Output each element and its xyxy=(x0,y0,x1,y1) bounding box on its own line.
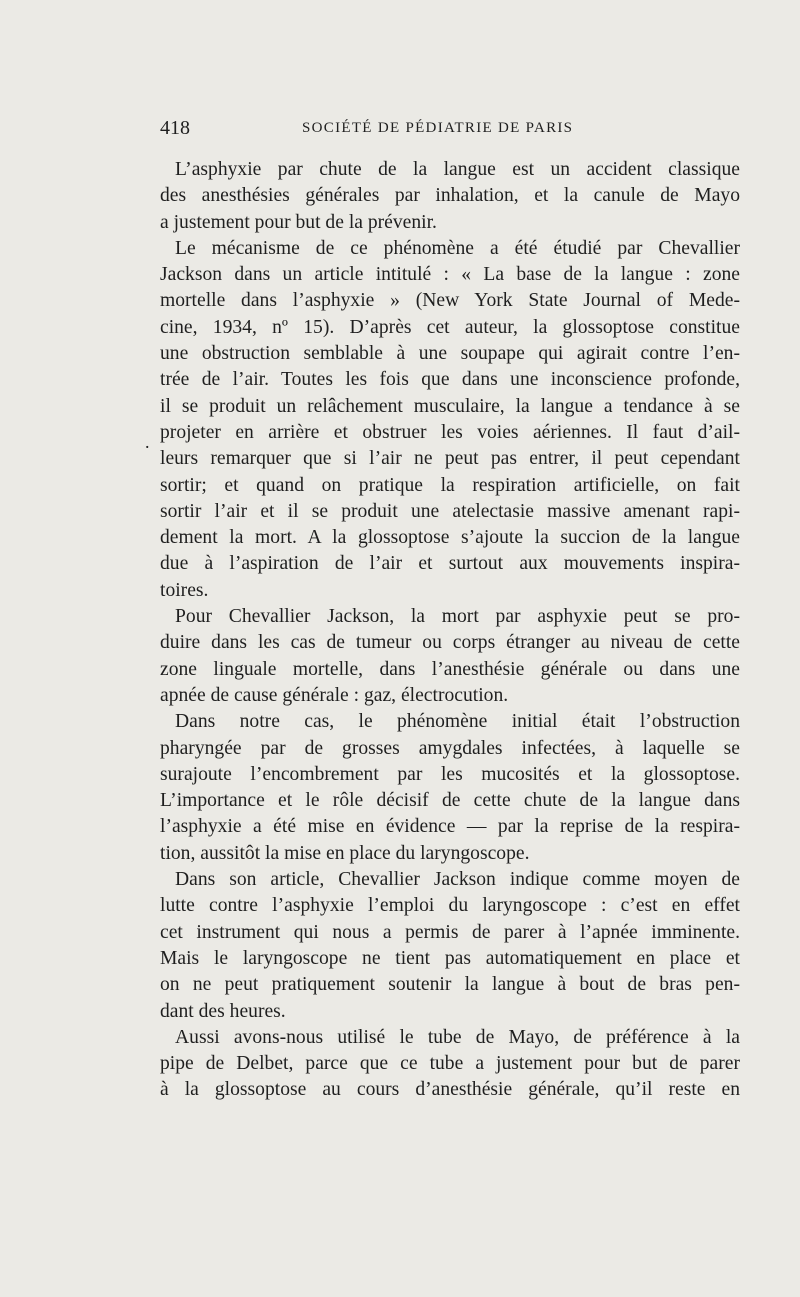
running-title: SOCIÉTÉ DE PÉDIATRIE DE PARIS xyxy=(302,120,574,136)
text-line: L’importance et le rôle décisif de cette chute de la langue dans xyxy=(160,790,740,812)
page-number: 418 xyxy=(160,117,190,139)
text-line: Dans notre cas, le phénomène initial était l’obstruction xyxy=(175,711,740,733)
text-line: Dans son article, Chevallier Jackson indique comme moyen de xyxy=(175,869,740,891)
page-header xyxy=(160,117,740,147)
text-line: dement la mort. A la glossoptose s’ajoute la succion de la langue xyxy=(160,527,740,549)
text-line: des anesthésies générales par inhalation, et la canule de Mayo xyxy=(160,185,740,207)
stray-mark: . xyxy=(145,432,150,452)
text-line: trée de l’air. Toutes les fois que dans une inconscience profonde, xyxy=(160,369,740,391)
text-line: leurs remarquer que si l’air ne peut pas entrer, il peut cependant xyxy=(160,448,740,470)
text-line: à la glossoptose au cours d’anesthésie générale, qu’il reste en xyxy=(160,1079,740,1101)
text-line: due à l’aspiration de l’air et surtout aux mouvements inspira- xyxy=(160,553,740,575)
text-line: sortir; et quand on pratique la respiration artificielle, on fait xyxy=(160,474,740,496)
text-line: tion, aussitôt la mise en place du laryngoscope. xyxy=(160,842,530,864)
text-line: zone linguale mortelle, dans l’anesthésie générale ou dans une xyxy=(160,658,740,680)
text-line: projeter en arrière et obstruer les voies aériennes. Il faut d’ail- xyxy=(160,421,740,443)
text-line: toires. xyxy=(160,579,209,601)
text-line: sortir l’air et il se produit une atelectasie massive amenant rapi- xyxy=(160,500,740,522)
text-line: cine, 1934, nº 15). D’après cet auteur, la glossoptose constitue xyxy=(160,316,740,338)
text-line: a justement pour but de la prévenir. xyxy=(160,211,437,233)
text-line: L’asphyxie par chute de la langue est un accident classique xyxy=(175,159,740,180)
text-line: duire dans les cas de tumeur ou corps étranger au niveau de cette xyxy=(160,632,740,654)
text-line: Mais le laryngoscope ne tient pas automatiquement en place et xyxy=(160,947,740,969)
text-line: Le mécanisme de ce phénomène a été étudié par Chevallier xyxy=(175,237,740,259)
text-line: dant des heures. xyxy=(160,1000,286,1022)
text-line: Jackson dans un article intitulé : « La base de la langue : zone xyxy=(160,264,740,286)
text-line: Aussi avons-nous utilisé le tube de Mayo, de préférence à la xyxy=(175,1026,740,1048)
text-line: surajoute l’encombrement par les mucosités et la glossoptose. xyxy=(160,763,740,785)
text-line: lutte contre l’asphyxie l’emploi du laryngoscope : c’est en effet xyxy=(160,895,740,917)
text-line: cet instrument qui nous a permis de parer à l’apnée imminente. xyxy=(160,921,740,943)
text-line: une obstruction semblable à une soupape qui agirait contre l’en- xyxy=(160,343,740,365)
text-line: pipe de Delbet, parce que ce tube a justement pour but de parer xyxy=(160,1053,740,1075)
text-line: Pour Chevallier Jackson, la mort par asphyxie peut se pro- xyxy=(175,606,740,628)
text-line: on ne peut pratiquement soutenir la langue à bout de bras pen- xyxy=(160,974,740,996)
text-line: apnée de cause générale : gaz, électrocution. xyxy=(160,684,509,706)
text-line: l’asphyxie a été mise en évidence — par la reprise de la respira- xyxy=(160,816,740,838)
text-line: mortelle dans l’asphyxie » (New York State Journal of Mede- xyxy=(160,290,740,312)
body-text xyxy=(160,157,740,1104)
text-line: pharyngée par de grosses amygdales infectées, à laquelle se xyxy=(160,737,740,759)
text-line: il se produit un relâchement musculaire, la langue a tendance à se xyxy=(160,395,740,417)
